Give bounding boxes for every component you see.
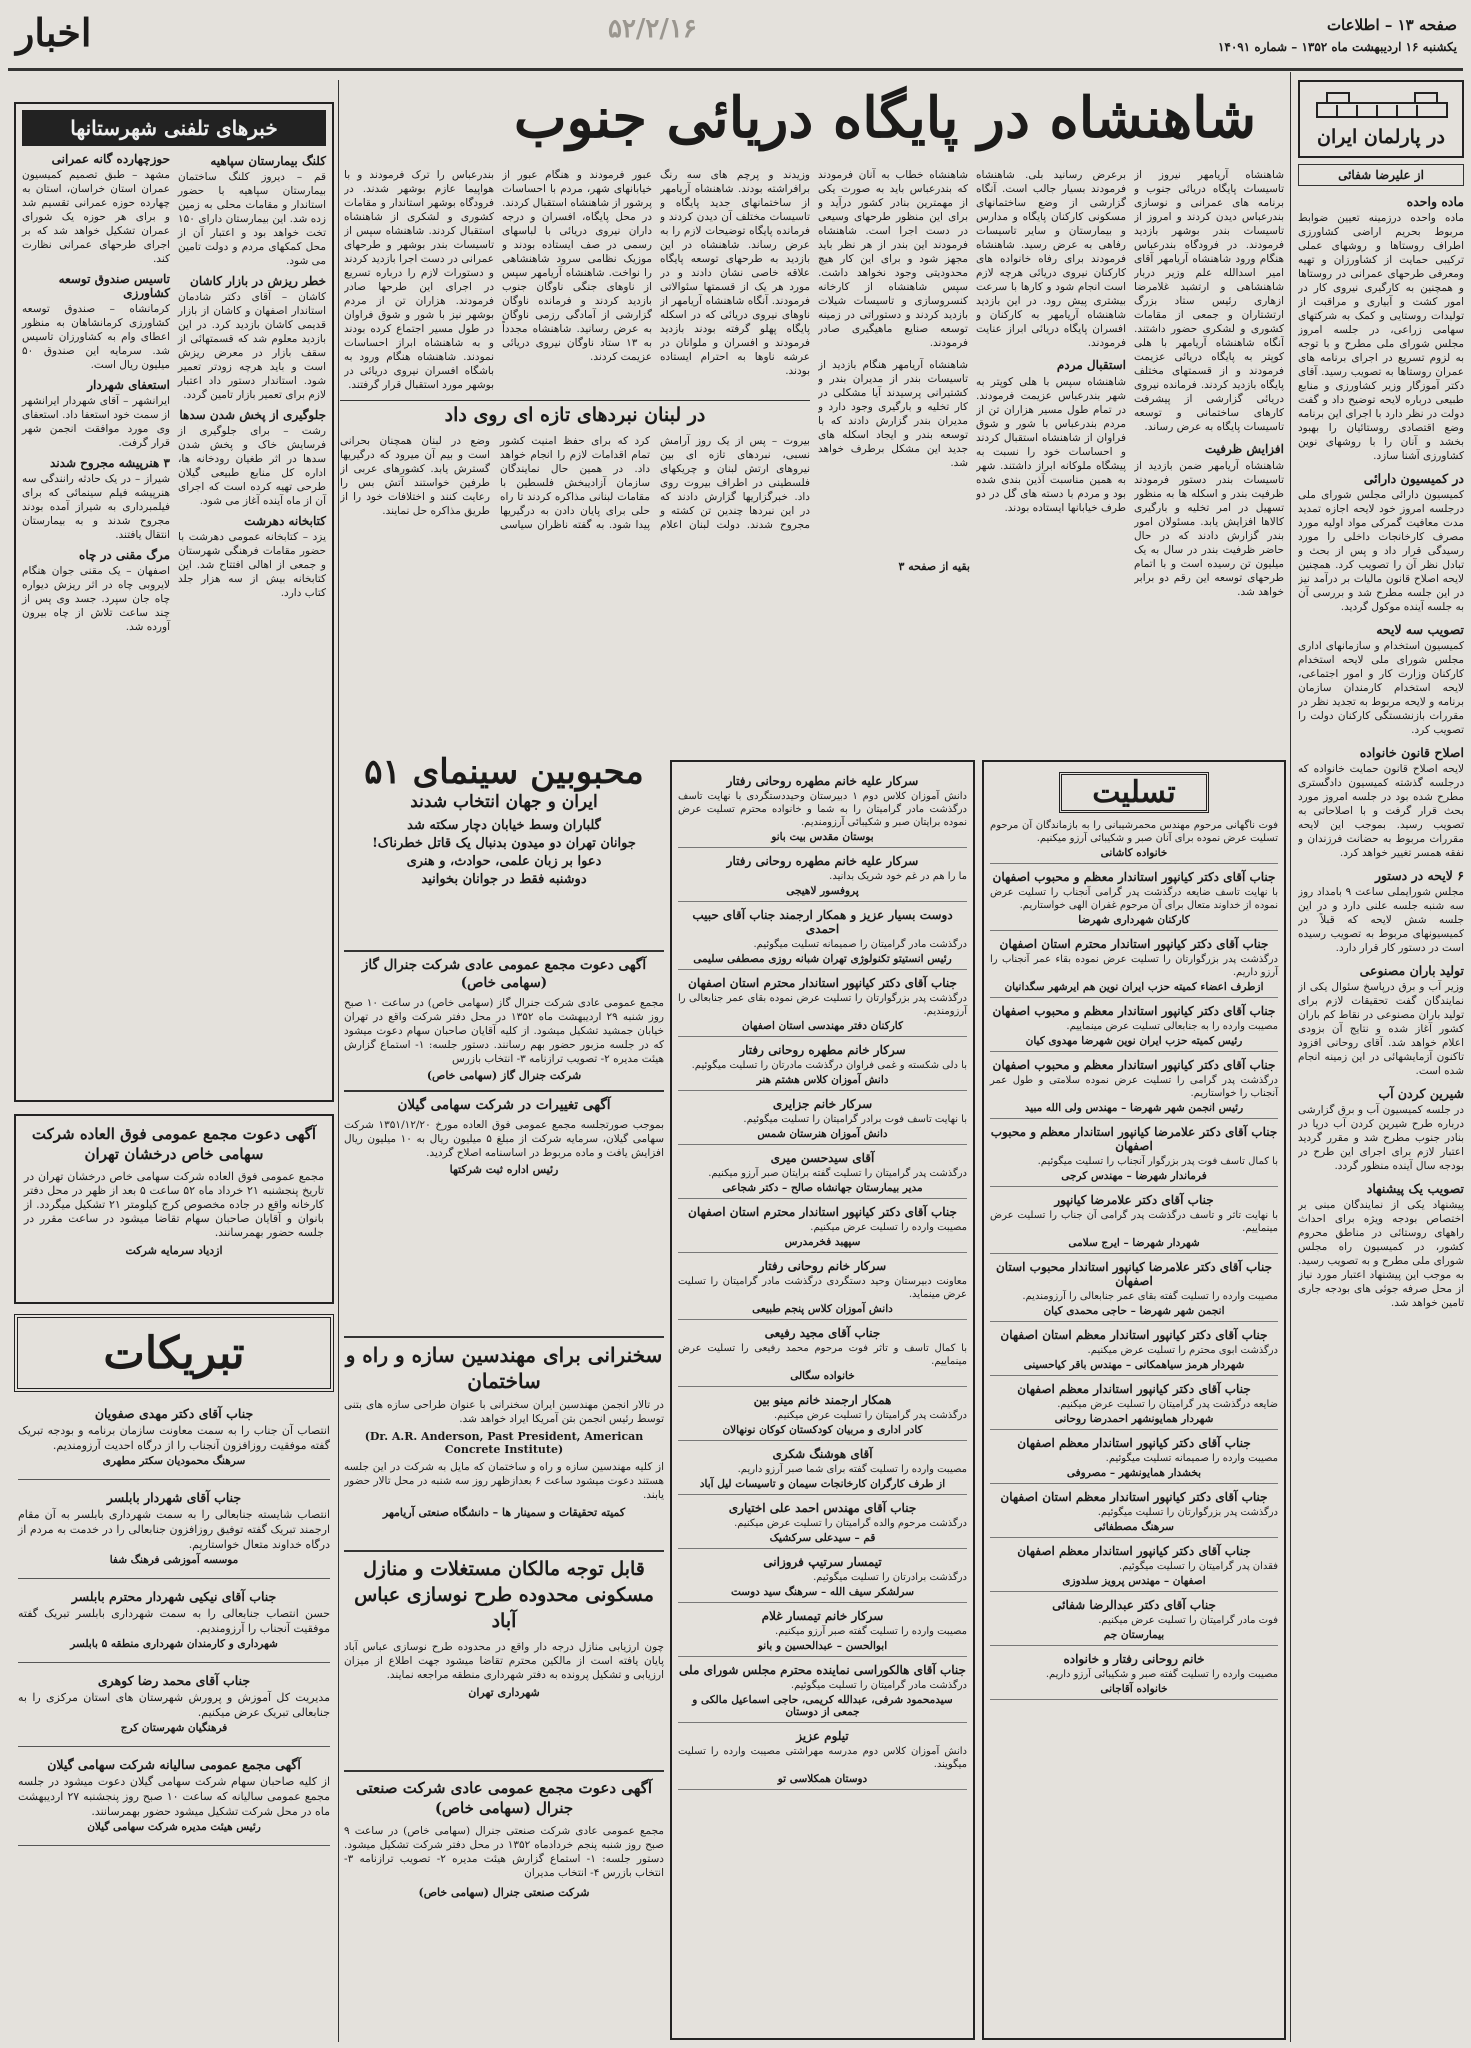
parliament-logo-box (1298, 80, 1464, 158)
middle-ad-text: بموجب صورتجلسه مجمع عمومی فوق العاده مورخ ۱۳۵۱/۱۲/۲۰ شرکت سهامی گیلان، سرمایه شرکت از مبلغ ۵ میلیون ریال به ۱۰ میلیون ریال افزایش یافت و ماده مربوط در اساسنامه اصلاح گردید. (344, 1119, 664, 1159)
condolence-header (1059, 772, 1209, 813)
parliament-section-title: تولید باران مصنوعی (1359, 963, 1464, 978)
middle-ad-sign: شرکت جنرال گاز (سهامی خاص) (426, 1069, 582, 1082)
abbasabad-text: چون ارزیابی منازل درجه دار واقع در محدوده طرح نوسازی عباس آباد پایان یافته است از مالکین محترم تقاضا میشود جهت اطلاع از میزان ارزیابی و تشکیل پرونده به دفتر شهرداری منطقه مراجعه نمایند. (344, 1641, 664, 1681)
phone-news-item (22, 456, 170, 542)
phone-news-item-text: قم – دیروز کلنگ ساختمان بیمارستان سپاهیه با حضور استاندار و مقامات محلی به زمین زده شد. این بیمارستان دارای ۱۵۰ تخت خواهد بود و اعتبار آن از محل کمکهای مردم و دولت تامین می شود. (178, 171, 326, 267)
lecture-sign: کمیته تحقیقات و سمینار ها – دانشگاه صنعتی آریامهر (382, 1506, 626, 1519)
middle-ad-title: آگهی تغییرات در شرکت سهامی گیلان (397, 1097, 611, 1113)
phone-news-item-title: حوزچهارده گانه عمرانی (51, 152, 170, 166)
cinema-box (344, 752, 664, 942)
parliament-section-text: لایحه اصلاح قانون حمایت خانواده که درجلسه گذشته کمیسیون دادگستری مطرح شده بود در جلسه امروز مورد بحث قرار گرفت و با اصلاحاتی به تصویب رسید. بموجب این لایحه مقررات مربوط به حضانت فرزندان و نفقه همسر تغییر خواهد کرد. (1298, 763, 1464, 859)
condolence-entry-heading: سرکار خانم روحانی رفتار (758, 1259, 887, 1273)
col-rule-right (1290, 72, 1291, 2042)
phone-news-item (178, 274, 326, 402)
condolence-entry-body: مصیبت وارده را تسلیت گفته برای شما صبر آرزو داریم. (737, 1464, 967, 1475)
condolence-entry (678, 774, 967, 848)
condolence-entry-signature: دانش آموزان هنرستان شمس (678, 1128, 967, 1145)
condolence-entry-heading: همکار ارجمند خانم مینو بین (753, 1393, 892, 1407)
tabrikat-entry (18, 1480, 330, 1579)
condolence-entry-body: درگذشت ابوی محترم را تسلیت عرض میکنیم. (1087, 1345, 1278, 1356)
condolence-entry-body: مصیبت وارده را تسلیت گفته صبر آرزو میکنیم. (775, 1626, 967, 1637)
abbasabad-title: قابل توجه مالکان مستغلات و منازل مسکونی محدوده طرح نوسازی عباس آباد (354, 1558, 654, 1632)
condolence-entry-signature: بوستان مقدس بیت بانو (678, 831, 967, 848)
condolence-entry-heading: سرکار علیه خانم مطهره روحانی رفتار (726, 774, 919, 788)
tabrikat-section (14, 1314, 334, 2042)
story-col-5-text: عبور فرمودند و هنگام عبور از خیابانهای شهر، مردم با احساسات پرشور از شاهنشاه استقبال کردند. در محل پایگاه، افسران و درجه داران نیروی دریائی با لباسهای رسمی در صف ایستاده بودند و موزیک نظامی سرود شاهنشاهی را نواخت. شاهنشاه آریامهر سپس از ناوهای جنگی ناوگان جنوب بازدید کردند و فرمانده ناوگان گزارشی از آمادگی رزمی ناوگان به عرض رسانید. شاهنشاه مجدداً به ۱۳ ستاد ناوگان نیروی دریائی عزیمت کردند. (502, 169, 652, 363)
condolence-entry-heading: جناب آقای مجید رفیعی (764, 1326, 881, 1340)
phone-news-item-title: ۳ هنرپیشه مجروح شدند (50, 456, 170, 470)
condolence-entry (678, 976, 967, 1037)
condolence-entry (990, 1125, 1278, 1187)
condolence-entry-signature: رئیس کمیته حزب ایران نوین شهرضا مهدوی کیان (990, 1035, 1278, 1052)
phone-news-box (14, 102, 334, 1102)
phone-news-item-title: تاسیس صندوق توسعه کشاورزی (58, 272, 170, 300)
cinema-lines (344, 818, 664, 887)
abbasabad-sign: شهرداری تهران (468, 1686, 540, 1699)
story-col-3 (818, 168, 968, 768)
condolence-entry-heading: سرکار خانم مطهره روحانی رفتار (739, 1043, 906, 1057)
phone-news-item (22, 378, 170, 450)
page-line: صفحه ۱۳ – اطلاعات (1326, 16, 1457, 34)
condolence-entry-body: مصیبت وارده را صمیمانه تسلیت میگوئیم. (1105, 1453, 1278, 1464)
story-col-1 (1134, 168, 1284, 768)
general-ad-sign: شرکت صنعتی جنرال (سهامی خاص) (418, 1886, 590, 1899)
tabrikat-entry-from: شهرداری و کارمندان شهرداری منطقه ۵ بابلسر (70, 1638, 278, 1650)
tabrikat-entry (18, 1579, 330, 1663)
condolence-entry (990, 1544, 1278, 1592)
condolence-entry-signature: دانش آموزان کلاس پنجم طبیعی (678, 1303, 967, 1320)
phone-news-item-text: رشت – برای جلوگیری از فرسایش خاک و پخش شدن سدها در اثر طغیان رودخانه ها، اداره کل منابع طبیعی گیلان طرحی تهیه کرده است که اجرای آن از ماه آینده آغاز می شود. (178, 425, 326, 507)
condolence-entry-heading: آقای سیدحسن میری (770, 1151, 875, 1165)
condolence-entry-body: درگذشت مرحوم والده گرامیتان را تسلیت عرض میکنیم. (734, 1518, 967, 1529)
parliament-byline: از علیرضا شفائی (1298, 164, 1464, 186)
general-ad-title: آگهی دعوت مجمع عمومی عادی شرکت صنعتی جنرال (سهامی خاص) (355, 1779, 653, 1817)
parliament-section-title: ماده واحده (1406, 194, 1464, 209)
lecture-text-2: از کلیه مهندسین سازه و راه و ساختمان که مایل به شرکت در این جلسه هستند دعوت میشود ساعت ۶ بعدازظهر روز سه شنبه در محل تالار حضور یابند. (344, 1461, 664, 1501)
tabrikat-entry (18, 1396, 330, 1480)
condolence-entry-heading: جناب آقای دکتر کیانپور استاندار معظم و محبوب اصفهان (992, 1004, 1276, 1018)
condolence-entry-heading: آقای هوشنگ شکری (772, 1447, 873, 1461)
condolence-entry-signature: پروفسور لاهیجی (678, 885, 967, 902)
tabrikat-entry-text: انتصاب شایسته جنابعالی را به سمت شهرداری بابلسر به آن مقام ارجمند تبریک گفته توفیق روزافزون جنابعالی را در خدمت به مردم از درگاه خداوند متعال خواستاریم. (18, 1508, 330, 1551)
tabrikat-entry-to: جناب آقای دکتر مهدی صفویان (94, 1406, 254, 1421)
tabrikat-entry-to: جناب آقای محمد رضا کوهری (97, 1673, 251, 1688)
condolence-entry-signature: انجمن شهر شهرضا – حاجی محمدی کیان (990, 1305, 1278, 1322)
general-ad-bottom (344, 1770, 664, 2048)
condolence-entry (678, 854, 967, 902)
lebanon-text: بیروت – پس از یک روز آرامش نسبی، نبردهای تازه ای بین نیروهای ارتش لبنان و چریکهای فلسطینی در اطراف بیروت روی داد. خبرگزاریها گزارش دادند که در این نبردها چندین تن کشته و مجروح شدند. دولت لبنان اعلام کرد که برای حفظ امنیت کشور تمام اقدامات لازم را انجام خواهد داد. در همین حال نمایندگان سازمان آزادیبخش فلسطین با مقامات لبنانی مذاکره کردند تا راه حلی برای پایان دادن به درگیریها پیدا شود. به گفته ناظران سیاسی وضع در لبنان همچنان بحرانی است و بیم آن میرود که درگیریها گسترش یابد. کشورهای عربی از طرفین خواستند آتش بس را رعایت کنند و اختلافات خود را از طریق مذاکره حل نمایند. (340, 435, 810, 531)
condolence-entry-heading: جناب آقای دکتر کیانپور استاندار معظم اصفهان (1017, 1382, 1251, 1396)
condolence-entry-body: درگذشت پدر بزرگوارتان را تسلیت عرض نموده بقاء عمر آنجناب را آرزو داریم. (990, 954, 1278, 978)
phone-news-item-title: کلنگ بیمارستان سپاهیه (210, 154, 326, 168)
lecture-text: در تالار انجمن مهندسین ایران سخنرانی با عنوان طراحی سازه های بتنی توسط رئیس انجمن بتن آمریکا ایراد خواهد شد. (344, 1399, 664, 1425)
condolence-entry-body: درگذشت پدر گرامی را تسلیت عرض نموده سلامتی و طول عمر آنجناب را خواستاریم. (990, 1075, 1278, 1099)
condolence-entry-heading: جناب آقای دکتر کیانپور استاندار معظم اصفهان (1017, 1544, 1251, 1558)
phone-news-item-title: استعفای شهردار (87, 378, 170, 392)
tabrikat-entry-from: سرهنگ محمودیان سکتر مطهری (102, 1455, 246, 1467)
tabrikat-title: تبریکات (103, 1327, 245, 1379)
condolence-entry-body: فوت ناگهانی مرحوم مهندس محمرشیبانی را به بازماندگان آن مرحوم تسلیت عرض نموده برای آنان صبر و شکیبائی آرزو میکنیم. (990, 820, 1278, 844)
story-col-3-text: شاهنشاه خطاب به آنان فرمودند که بندرعباس باید به صورت یکی از مهمترین بنادر کشور درآید و برای این منظور طرحهای وسیعی در دست اجرا است. شاهنشاه فرمودند این بندر از هر نظر باید مجهز شود و برای این کار هیچ محدودیتی وجود نخواهد داشت. سپس شاهنشاه از کارخانه کنسروسازی و تاسیسات شیلات بازدید کردند و دستوراتی در زمینه توسعه صنایع ماهیگیری صادر فرمودند. (818, 169, 968, 349)
tabrikat-entry-to: آگهی مجمع عمومی سالیانه شرکت سهامی گیلان (47, 1757, 301, 1772)
condolence-entry-signature: شهردار شهرضا – ایرج سلامی (990, 1237, 1278, 1254)
condolences-right-entries (990, 819, 1278, 1700)
condolence-entry-signature: از طرف کارگران کارخانجات سیمان و تاسیسات لیل آباد (678, 1478, 967, 1495)
phone-news-item-text: ایرانشهر – آقای شهردار ایرانشهر از سمت خود استعفا داد. استعفای وی مورد موافقت انجمن شهر قرار گرفت. (22, 395, 170, 449)
condolence-entry-body: با کمال تاسف و تاثر فوت مرحوم محمد رفیعی را تسلیت عرض مینماییم. (678, 1343, 967, 1367)
left-ad-text: مجمع عمومی فوق العاده شرکت سهامی خاص درخشان تهران در تاریخ پنجشنبه ۲۱ خرداد ماه ۵۲ ساعت ۵ بعد از ظهر در محل دفتر کارخانه واقع در جاده مخصوص کرج کیلومتر ۲۱ تشکیل میگردد. از بانوان و آقایان صاحبان سهام تقاضا میشود در ساعت مقرر در جلسه حضور بهمرسانند. (24, 1170, 325, 1239)
parliament-sections (1298, 194, 1464, 1310)
condolence-entry-body: دانش آموزان کلاس دوم مدرسه مهراشتی مصیبت وارده را تسلیت میگویند. (678, 1746, 967, 1770)
condolence-entry-signature: رئیس انجمن شهر شهرضا – مهندس ولی الله مبید (990, 1102, 1278, 1119)
tabrikat-entry-text: انتصاب آن جناب را به سمت معاونت سازمان برنامه و بودجه تبریک گفته موفقیت روزافزون آنجناب را از درگاه احدیت آرزومندیم. (18, 1424, 330, 1452)
condolence-entry-signature: رئیس انستیتو تکنولوژی تهران شبانه روزی مصطفی سلیمی (678, 953, 967, 970)
story-col-1-text: شاهنشاه آریامهر نیروز از تاسیسات پایگاه دریائی جنوب و برنامه های عمرانی و نوسازی بندرعباس دیدن کردند و امروز از تاسیسات بندر بوشهر بازدید فرمودند. در فرودگاه بندرعباس هنگام ورود شاهنشاه آریامهر آقای امیر اسدالله علم وزیر دربار شاهنشاهی و ارتشبد غلامرضا ازهاری رئیس ستاد بزرگ ارتشتاران و جمعی از مقامات کشوری و لشکری حضور داشتند. آنگاه شاهنشاه آریامهر با هلی کوپتر به پایگاه دریائی عزیمت فرمودند و از قسمتهای مختلف پایگاه بازدید کردند. فرمانده نیروی دریائی گزارشی از پیشرفت کارهای ساختمانی و توسعه تاسیسات پایگاه به عرض رساند. (1134, 169, 1284, 433)
story-col-3b-text: شاهنشاه آریامهر هنگام بازدید از تاسیسات بندر از مدیران بندر و کشتیرانی پرسیدند آیا مشکلی در کار تخلیه و بارگیری وجود دارد و مدیران بندر گزارش دادند که با توسعه بندر و ایجاد اسکله های جدید این مشکل برطرف خواهد شد. (818, 359, 968, 469)
middle-ad-sign: رئیس اداره ثبت شرکتها (449, 1163, 559, 1176)
condolence-entry (990, 819, 1278, 864)
middle-ads (344, 950, 664, 1330)
condolence-entry-body: معاونت دبیرستان وحید دستگردی درگذشت مادر گرامیتان را تسلیت عرض مینماید. (678, 1276, 967, 1300)
tabrikat-entry (18, 1747, 330, 1846)
tabrikat-entry-from: موسسه آموزشی فرهنگ شفا (109, 1554, 239, 1566)
condolence-entry-body: با کمال تاسف فوت پدر بزرگوار آنجناب را تسلیت میگوئیم. (1037, 1156, 1278, 1167)
story-col-6-text: بندرعباس را ترک فرمودند و با هواپیما عازم بوشهر شدند. در فرودگاه بوشهر استاندار و مقامات کشوری و لشکری از شاهنشاه استقبال کردند. شاهنشاه سپس از تاسیسات بندر بوشهر و طرحهای عمرانی در دست اجرا بازدید کردند و دستورات لازم را درباره تسریع در اجرای این طرحها صادر فرمودند. هزاران تن از مردم بوشهر نیز با شور و شوق فراوان در طول مسیر اجتماع کرده بودند و به شاهنشاه ابراز احساسات نمودند. شاهنشاه هنگام ورود به باشگاه افسران نیروی دریائی در بوشهر مورد استقبال قرار گرفتند. (344, 169, 494, 391)
phone-news-item-text: مشهد – طبق تصمیم کمیسیون عمران استان خراسان، استان به چهارده حوزه عمرانی تقسیم شد و برای هر حوزه یک شورای عمران تشکیل خواهد شد که بر اجرای طرحهای عمرانی نظارت کند. (22, 169, 170, 265)
tabrikat-entry-from: رئیس هیئت مدیره شرکت سهامی گیلان (87, 1821, 261, 1833)
cinema-line: جوانان تهران دو میدون بدنبال یک قاتل خطرناک! (372, 836, 636, 851)
cinema-line: گلباران وسط خیابان دچار سکته شد (407, 818, 601, 833)
condolence-entry-body: ما را هم در غم خود شریک بدانید. (829, 871, 967, 882)
condolence-entry (990, 1436, 1278, 1484)
parliament-section-title: تصویب سه لایحه (1376, 622, 1464, 637)
tabrikat-entry-to: جناب آقای شهردار بابلسر (106, 1490, 242, 1505)
middle-ad (344, 950, 664, 1090)
condolence-entry-signature: ازطرف اعضاء کمیته حزب ایران نوین هم ایرشهر سگدانیان (990, 981, 1278, 998)
condolence-entry-body: ضایعه درگذشت پدر گرامیتان را تسلیت عرض میکنیم. (1057, 1399, 1278, 1410)
condolence-entry-signature: بخشدار همایونشهر – مصروفی (990, 1467, 1278, 1484)
phone-news-item-text: کاشان – آقای دکتر شادمان استاندار اصفهان و کاشان از بازار قدیمی کاشان بازدید کرد. در این بازدید معلوم شد که قسمتهائی از سقف بازار در معرض ریزش است و باید هرچه زودتر تعمیر شود. استاندار دستور داد اعتبار لازم برای تعمیر بازار تامین گردد. (178, 291, 326, 401)
lebanon-top-rule (340, 400, 810, 401)
middle-ad-title: آگهی دعوت مجمع عمومی عادی شرکت جنرال گاز (سهامی خاص) (361, 957, 647, 991)
condolence-entry-body: با نهایت تاسف فوت برادر گرامیتان را تسلیت میگوئیم. (743, 1114, 967, 1125)
left-ad-sign: ازدیاد سرمایه شرکت (125, 1244, 223, 1257)
phone-news-item (22, 272, 170, 372)
condolence-entry-body: دانش آموزان کلاس دوم ۱ دبیرستان وحیددستگردی با نهایت تاسف درگذشت مادر گرامیتان را به شما و خانواده محترم تسلیت عرض نموده برایتان صبر و شکیبائی آرزومندیم. (678, 791, 967, 828)
condolence-entry-heading: سرکار خانم جزایری (772, 1097, 873, 1111)
condolence-entry-heading: جناب آقای دکتر کیانپور استاندار معظم و محبوب اصفهان (992, 870, 1276, 884)
story-subhead-2: استقبال مردم (1056, 358, 1126, 372)
tabrikat-entry-text: از کلیه صاحبان سهام شرکت سهامی گیلان دعوت میشود در جلسه مجمع عمومی سالیانه که ساعت ۱۰ صبح روز پنجشنبه ۲۷ اردیبهشت ماه در محل شرکت تشکیل میشود حضور بهمرسانند. (18, 1775, 330, 1818)
condolence-entry-signature: خانواده کاشانی (990, 847, 1278, 864)
condolence-entry-signature: سرلشکر سیف الله – سرهنگ سید دوست (678, 1586, 967, 1603)
phone-news-item (178, 408, 326, 508)
condolence-entry (990, 1328, 1278, 1376)
lebanon-continued: بقیه از صفحه ۳ (898, 560, 970, 573)
condolence-entry (678, 1555, 967, 1603)
parliament-column (1298, 80, 1464, 2045)
condolence-entry (990, 937, 1278, 998)
condolence-entry (990, 1260, 1278, 1322)
condolence-entry-body: درگذشت پدر گرامیتان را تسلیت گفته برایتان صبر آرزو میکنیم. (708, 1168, 967, 1179)
condolence-entry-heading: خانم روحانی رفتار و خانواده (1063, 1652, 1205, 1666)
condolence-entry-signature: ابوالحسن – عبدالحسین و بانو (678, 1640, 967, 1657)
parliament-section-text: کمیسیون دارائی مجلس شورای ملی درجلسه امروز خود لایحه اجازه تمدید مدت معافیت گمرکی مواد اولیه مورد مصرف کارخانجات داخلی را مورد رسیدگی قرار داد و پس از بحث و تبادل نظر آن را تصویب کرد. همچنین لایحه اصلاح قانون مالیات بر درآمد نیز در این جلسه مطرح شد و بررسی آن به جلسه آینده موکول گردید. (1298, 489, 1464, 613)
condolence-entry (678, 1205, 967, 1253)
condolence-entry-heading: جناب آقای دکتر علامرضا کیانپور استاندار معظم و محبوب اصفهان (990, 1125, 1278, 1153)
middle-ad (344, 1090, 664, 1184)
story-col-2b-text: شاهنشاه سپس با هلی کوپتر به شهر بندرعباس عزیمت فرمودند. در تمام طول مسیر هزاران تن از مردم بندرعباس با شور و شوق فراوان از شاهنشاه استقبال کردند و احساسات خود را نسبت به پیشگاه ملوکانه ابراز داشتند. شهر به همین مناسبت آذین بندی شده بود و مردم با دسته های گل در دو طرف خیابانها ایستاده بودند. (976, 376, 1126, 514)
phone-news-item-title: کتابخانه دهرشت (244, 514, 326, 528)
general-ad-text: مجمع عمومی عادی شرکت صنعتی جنرال (سهامی خاص) در ساعت ۹ صبح روز شنبه پنجم خردادماه ۱۳۵۲ در محل دفتر شرکت تشکیل میشود. دستور جلسه: ۱- استماع گزارش هیئت مدیره ۲- تصویب ترازنامه ۳- انتخاب بازرس ۴- انتخاب مدیران (344, 1825, 664, 1879)
phone-news-item (178, 514, 326, 600)
condolence-entry-body: با نهایت تاسف ضایعه درگذشت پدر گرامی آنجناب را تسلیت عرض نموده از خداوند متعال برای آن مرحوم غفران الهی خواستاریم. (990, 887, 1278, 911)
condolence-entry-body: درگذشت مادر گرامیتان را تسلیت میگوئیم. (790, 1680, 967, 1691)
condolence-entry (678, 1259, 967, 1320)
tabrikat-entry-text: حسن انتصاب جنابعالی را به سمت شهرداری بابلسر تبریک گفته موفقیت آنجناب را آرزومندیم. (18, 1607, 330, 1635)
phone-news-item (178, 154, 326, 268)
cinema-line: دوشنبه فقط در جوانان بخوانید (421, 872, 587, 887)
parliament-section-title: در کمیسیون دارائی (1363, 471, 1464, 486)
tabrikat-entry-from: فرهنگیان شهرستان کرج (120, 1722, 228, 1734)
lecture-english: (Dr. A.R. Anderson, Past President, American Concrete Institute) (364, 1430, 644, 1456)
condolence-entry (678, 1729, 967, 1790)
condolence-entry-heading: جناب آقای دکتر عبدالرضا شفائی (1052, 1598, 1216, 1612)
parliament-section-text: پیشنهاد یکی از نمایندگان مبنی بر اختصاص بودجه ویژه برای احداث راههای روستائی در مناطق محروم کشور، در کمیسیون راه مجلس شورای ملی مطرح و به تصویب رسید. به موجب این پیشنهاد اعتبار مورد نیاز از محل صرفه جوئی های بودجه جاری تامین خواهد شد. (1298, 1199, 1464, 1309)
condolence-entry-body: مصیبت وارده را تسلیت عرض میکنیم. (810, 1222, 967, 1233)
parliament-section-title: تصویب یک پیشنهاد (1366, 1181, 1464, 1196)
left-ad-title: آگهی دعوت مجمع عمومی فوق العاده شرکت سهامی خاص درخشان تهران (31, 1125, 317, 1163)
condolence-entry (678, 1326, 967, 1387)
phone-news-item-title: خطر ریزش در بازار کاشان (190, 274, 326, 288)
condolence-entry-signature: بیمارستان جم (990, 1629, 1278, 1646)
tabrikat-header (14, 1314, 334, 1392)
condolence-entry-signature: شهردار هرمز سیاهمکانی – مهندس باقر کیاحسینی (990, 1359, 1278, 1376)
condolence-entry-signature: خانواده آقاجانی (990, 1683, 1278, 1700)
condolence-entry-heading: جناب آقای دکتر کیانپور استاندار معظم اصفهان (1017, 1436, 1251, 1450)
condolence-entry-body: درگذشت پدر گرامیتان را تسلیت عرض میکنیم. (773, 1410, 967, 1421)
cinema-sub: ایران و جهان انتخاب شدند (410, 792, 598, 812)
condolences-right-box (982, 760, 1286, 2040)
phone-news-item (22, 548, 170, 634)
condolence-entry-heading: تیلوم عزیز (796, 1729, 849, 1743)
phone-news-title: خبرهای تلفنی شهرستانها (22, 110, 326, 146)
condolence-title: تسلیت (1092, 775, 1176, 810)
masthead (8, 10, 1463, 68)
story-col-4 (660, 168, 810, 398)
condolence-entry-signature: قم – سیدعلی سرکشیک (678, 1532, 967, 1549)
condolence-entry-body: فوت مادر گرامیتان را تسلیت عرض میکنیم. (1098, 1615, 1278, 1626)
parliament-building-icon (1307, 85, 1457, 121)
condolence-entry (678, 1151, 967, 1199)
condolence-entry-heading: جناب آقای دکتر کیانپور استاندار معظم استان اصفهان (1000, 1490, 1268, 1504)
condolence-entry (990, 870, 1278, 931)
parliament-section-text: در جلسه کمیسیون آب و برق گزارشی درباره طرح شیرین کردن آب دریا در بنادر جنوب مطرح شد و مقرر گردید اعتبار لازم برای اجرای این طرح در بودجه سال آینده منظور گردد. (1298, 1104, 1464, 1172)
parliament-section-text: مجلس شورایملی ساعت ۹ بامداد روز سه شنبه جلسه علنی دارد و در این جلسه شش لایحه که قبلاً در کمیسیونهای مربوط به تصویب رسیده است در دستور کار قرار دارد. (1298, 886, 1464, 954)
lebanon-story (340, 434, 810, 744)
story-subhead-1: افزایش ظرفیت (1204, 442, 1284, 456)
parliament-section-text: ماده واحده درزمینه تعیین ضوابط مربوط بحریم اراضی کشاورزی اطراف روستاها و روشهای عملی ترکیبی حمایت از کشاورزان و تهیه ومعرفی طرحهای عمرانی در روستاها و همچنین به کارگیری نیروی کار در امور کشت و آبیاری و مراقبت از تولیدات روستایی و کمک به شرکتهای سهامی زراعی، در جلسه امروز مجلس شورای ملی مطرح و با توجه به لزوم تسریع در اجرای برنامه های عمران روستاها به تصویب رسید. آقای دکتر آموزگار وزیر کشاورزی و منابع طبیعی درباره لایحه توضیح داد و گفت دولت در نظر دارد با اجرای این برنامه وضع اقتصادی روستائیان را بهبود بخشد و آنان را با روشهای نوین کشاورزی آشنا سازد. (1298, 212, 1464, 462)
condolence-entry-signature: سرهنگ مصطفائی (990, 1521, 1278, 1538)
story-col-2 (976, 168, 1126, 768)
condolence-entry-signature: خانواده سگالی (678, 1370, 967, 1387)
condolence-entry (678, 908, 967, 970)
phone-news-item (22, 152, 170, 266)
phone-news-item-text: کرمانشاه – صندوق توسعه کشاورزی کرمانشاهان به منظور اعطای وام به کشاورزان تاسیس شد. سرمایه این صندوق ۵۰ میلیون ریال است. (22, 303, 170, 371)
condolence-entry-heading: جناب آقای دکتر کیانپور استاندار محترم استان اصفهان (688, 976, 957, 990)
condolence-entry-heading: جناب آقای دکتر کیانپور استاندار معظم استان اصفهان (1000, 1328, 1268, 1342)
section-title: اخبار (16, 10, 92, 55)
condolence-entry (678, 1097, 967, 1145)
condolence-entry-heading: جناب آقای دکتر علامرضا کیانپور استاندار محبوب استان اصفهان (995, 1260, 1273, 1288)
condolence-entry-body: درگذشت برادرتان را تسلیت میگوئیم. (813, 1572, 967, 1583)
lecture-box (344, 1336, 664, 1542)
date-stamp: ۵۲/۲/۱۶ (608, 14, 697, 44)
main-headline: شاهنشاه در پایگاه دریائی جنوب (513, 85, 1257, 151)
condolence-entry-heading: جناب آقای هالکوراسی نماینده محترم مجلس شورای ملی (679, 1663, 966, 1677)
condolence-entry (678, 1609, 967, 1657)
condolence-entry-heading: جناب آقای مهندس احمد علی اختیاری (728, 1501, 917, 1515)
condolence-entry-body: درگذشت پدر بزرگوارتان را تسلیت میگوئیم. (1097, 1507, 1278, 1518)
phone-news-item-text: یزد – کتابخانه عمومی دهرشت با حضور مقامات فرهنگی شهرستان و جمعی از اهالی افتتاح شد. این کتابخانه بیش از سه هزار جلد کتاب دارد. (178, 531, 326, 599)
masthead-rule (8, 68, 1463, 71)
condolences-left-box (670, 760, 975, 2040)
condolence-entry-heading: سرکار خانم تیمسار غلام (761, 1609, 884, 1623)
condolence-entry (678, 1663, 967, 1723)
parliament-section-text: وزیر آب و برق درپاسخ سئوال یکی از نمایندگان گفت تحقیقات لازم برای تولید باران مصنوعی در نقاط کم باران کشور آغاز شده و نتایج آن بزودی اعلام خواهد شد. آقای روحانی افزود تاکنون آزمایشهائی در این زمینه انجام شده است. (1298, 981, 1464, 1077)
condolence-entry-signature: کادر اداری و مربیان کودکستان کوکان نونهالان (678, 1424, 967, 1441)
phone-news-items (22, 152, 326, 634)
condolence-entry-signature: کارکنان دفتر مهندسی استان اصفهان (678, 1020, 967, 1037)
condolence-entry-body: با نهایت تاثر و تاسف درگذشت پدر گرامی آن جناب را تسلیت عرض مینماییم. (990, 1210, 1278, 1234)
condolence-entry-heading: جناب آقای دکتر کیانپور استاندار معظم و محبوب اصفهان (992, 1058, 1276, 1072)
condolence-entry-body: با دلی شکسته و غمی فراوان درگذشت مادرتان را تسلیت میگوئیم. (691, 1060, 967, 1071)
story-col-6 (344, 168, 494, 398)
condolence-entry-heading: جناب آقای دکتر کیانپور استاندار محترم استان اصفهان (999, 937, 1269, 951)
parliament-section-title: اصلاح قانون خانواده (1359, 745, 1464, 760)
col-rule-left (338, 80, 339, 2042)
condolence-entry (678, 1447, 967, 1495)
condolence-entry-body: مصیبت وارده را تسلیت گفته بقای عمر جنابعالی را آرزومندیم. (1022, 1291, 1278, 1302)
abbasabad-notice (344, 1550, 664, 1756)
cinema-line: دعوا بر زبان علمی، حوادث، و هنری (406, 854, 602, 869)
condolence-entry (990, 1004, 1278, 1052)
condolence-entry-body: فقدان پدر گرامیتان را تسلیت میگوئیم. (1119, 1561, 1278, 1572)
story-col-2-text: برعرض رسانید بلی. شاهنشاه فرمودند بسیار جالب است. آنگاه گزارشی از وضع ساختمانهای مسکونی کارکنان پایگاه و مدارس و بیمارستان و سایر تاسیسات رفاهی به عرض رسید. شاهنشاه فرمودند برای رفاه خانواده های کارکنان نیروی دریائی هرچه لازم است انجام شود و کارها با سرعت بیشتری پیش رود. در این بازدید شاهنشاه آریامهر به کارکنان و افسران پایگاه دریائی ابراز عنایت فرمودند. (976, 169, 1126, 349)
tabrikat-entry (18, 1663, 330, 1747)
story-col-5 (502, 168, 652, 398)
lebanon-headline: در لبنان نبردهای تازه ای روی داد (444, 404, 706, 426)
condolences-left-entries (678, 774, 967, 1790)
condolence-entry-signature: کارکنان شهرداری شهرضا (990, 914, 1278, 931)
middle-ad-text: مجمع عمومی عادی شرکت جنرال گاز (سهامی خاص) در ساعت ۱۰ صبح روز شنبه ۲۹ اردیبهشت ماه ۱۳۵۲ در محل دفتر شرکت واقع در تهران خیابان جمشید تشکیل میشود. از کلیه آقایان صاحبان سهام دعوت میشود که در جلسه مزبور حضور بهم رسانند. دستور جلسه: ۱- استماع گزارش هیئت مدیره ۲- تصویب ترازنامه ۳- انتخاب بازرس (344, 997, 664, 1065)
condolence-entry-heading: دوست بسیار عزیز و همکار ارجمند جناب آقای حبیب احمدی (692, 908, 953, 936)
condolence-entry (678, 1043, 967, 1091)
story-col-4-text: وزیدند و پرچم های سه رنگ برافراشته بودند. شاهنشاه آریامهر از ساختمانهای جدید پایگاه و تاسیسات مختلف آن دیدن کردند و فرمانده پایگاه توضیحات لازم را به عرض رساند. شاهنشاه در این بازدید به طرحهای توسعه پایگاه علاقه خاصی نشان دادند و در مورد هر یک از قسمتها سئوالاتی فرمودند. آنگاه شاهنشاه آریامهر از ناوهای نیروی دریائی که در اسکله پایگاه پهلو گرفته بودند بازدید فرمودند و افسران و ملوانان در عرشه ناوها به احترام ایستاده بودند. (660, 169, 810, 377)
condolence-entry-body: درگذشت پدر بزرگوارتان را تسلیت عرض نموده بقای عمر جنابعالی را آرزومندیم. (678, 993, 967, 1017)
phone-news-item-text: شیراز – در یک حادثه رانندگی سه هنرپیشه فیلم سینمائی که برای فیلمبرداری به شیراز آمده بودند مجروح شدند و به بیمارستان انتقال یافتند. (22, 473, 170, 541)
condolence-entry-signature: اصفهان – مهندس پرویز سلدوزی (990, 1575, 1278, 1592)
condolence-entry-signature: مدیر بیمارستان جهانشاه صالح – دکتر شجاعی (678, 1182, 967, 1199)
parliament-section-text: کمیسیون استخدام و سازمانهای اداری مجلس شورای ملی لایحه استخدام کارکنان وزارت کار و امور اجتماعی، لایحه استخدام کارمندان سازمان برنامه و لایحه مربوط به تجدید نظر در مقررات بازنشستگی کارکنان دولت را تصویب کرد. (1298, 640, 1464, 736)
tabrikat-entry-to: جناب آقای نیکیی شهردار محترم بابلسر (71, 1589, 277, 1604)
story-col-1b-text: شاهنشاه آریامهر ضمن بازدید از تاسیسات بندر دستور فرمودند ظرفیت بندر و اسکله ها به منظور تسهیل در امر تخلیه و بارگیری کالاها افزایش یابد. مسئولان امور بندر گزارش دادند که در حال حاضر ظرفیت بندر در سال به یک میلیون تن رسیده است و با اتمام طرحهای توسعه این رقم دو برابر خواهد شد. (1134, 460, 1284, 598)
parliament-section-title: ۶ لایحه در دستور (1374, 868, 1464, 883)
condolence-entry-body: مصیبت وارده را به جنابعالی تسلیت عرض مینماییم. (1066, 1021, 1278, 1032)
phone-news-item-title: جلوگیری از پخش شدن سدها (179, 408, 326, 422)
condolence-entry-body: مصیبت وارده را تسلیت گفته صبر و شکیبائی آرزو داریم. (1045, 1669, 1278, 1680)
condolence-entry (678, 1501, 967, 1549)
parliament-title: در پارلمان ایران (1317, 126, 1445, 148)
condolence-entry-heading: سرکار علیه خانم مطهره روحانی رفتار (726, 854, 919, 868)
condolence-entry (990, 1193, 1278, 1254)
cinema-title: محبوبین سینمای ۵۱ (364, 752, 644, 792)
condolence-entry-signature: فرماندار شهرضا – مهندس کرجی (990, 1170, 1278, 1187)
condolence-entry-signature: دانش آموزان کلاس هشتم هنر (678, 1074, 967, 1091)
left-ad-box (14, 1114, 334, 1304)
condolence-entry-body: درگذشت مادر گرامیتان را صمیمانه تسلیت میگوئیم. (753, 939, 967, 950)
condolence-entry (990, 1490, 1278, 1538)
phone-news-item-title: مرگ مقنی در چاه (79, 548, 170, 562)
condolence-entry-signature: دوستان همکلاسی تو (678, 1773, 967, 1790)
lecture-title: سخنرانی برای مهندسین سازه و راه و ساختمان (345, 1343, 663, 1393)
date-line: یکشنبه ۱۶ اردیبهشت ماه ۱۳۵۲ – شماره ۱۴۰۹۱ (1217, 40, 1457, 54)
condolence-entry-heading: تیمسار سرتیپ فروزانی (763, 1555, 882, 1569)
condolence-entry (678, 1393, 967, 1441)
parliament-section-title: شیرین کردن آب (1378, 1086, 1464, 1101)
condolence-entry (990, 1058, 1278, 1119)
condolence-entry-signature: شهردار همایونشهر احمدرضا روحانی (990, 1413, 1278, 1430)
tabrikat-entries (14, 1392, 334, 1850)
phone-news-item-text: اصفهان – یک مقنی جوان هنگام لایروبی چاه در اثر ریزش دیواره چاه جان سپرد. جسد وی پس از چند ساعت تلاش از چاه بیرون آورده شد. (22, 565, 170, 633)
condolence-entry-heading: جناب آقای دکتر کیانپور استاندار محترم استان اصفهان (688, 1205, 957, 1219)
condolence-entry-signature: سپهبد فخرمدرس (678, 1236, 967, 1253)
tabrikat-entry-text: مدیریت کل آموزش و پرورش شهرستان های استان مرکزی را به جنابعالی تبریک عرض میکنیم. (18, 1691, 330, 1719)
condolence-entry (990, 1382, 1278, 1430)
condolence-entry (990, 1652, 1278, 1700)
condolence-entry (990, 1598, 1278, 1646)
condolence-entry-signature: سیدمحمود شرفی، عبدالله کریمی، حاجی اسماعیل مالکی و جمعی از دوستان (678, 1694, 967, 1723)
condolence-entry-heading: جناب آقای دکتر علامرضا کیانپور (1054, 1193, 1214, 1207)
